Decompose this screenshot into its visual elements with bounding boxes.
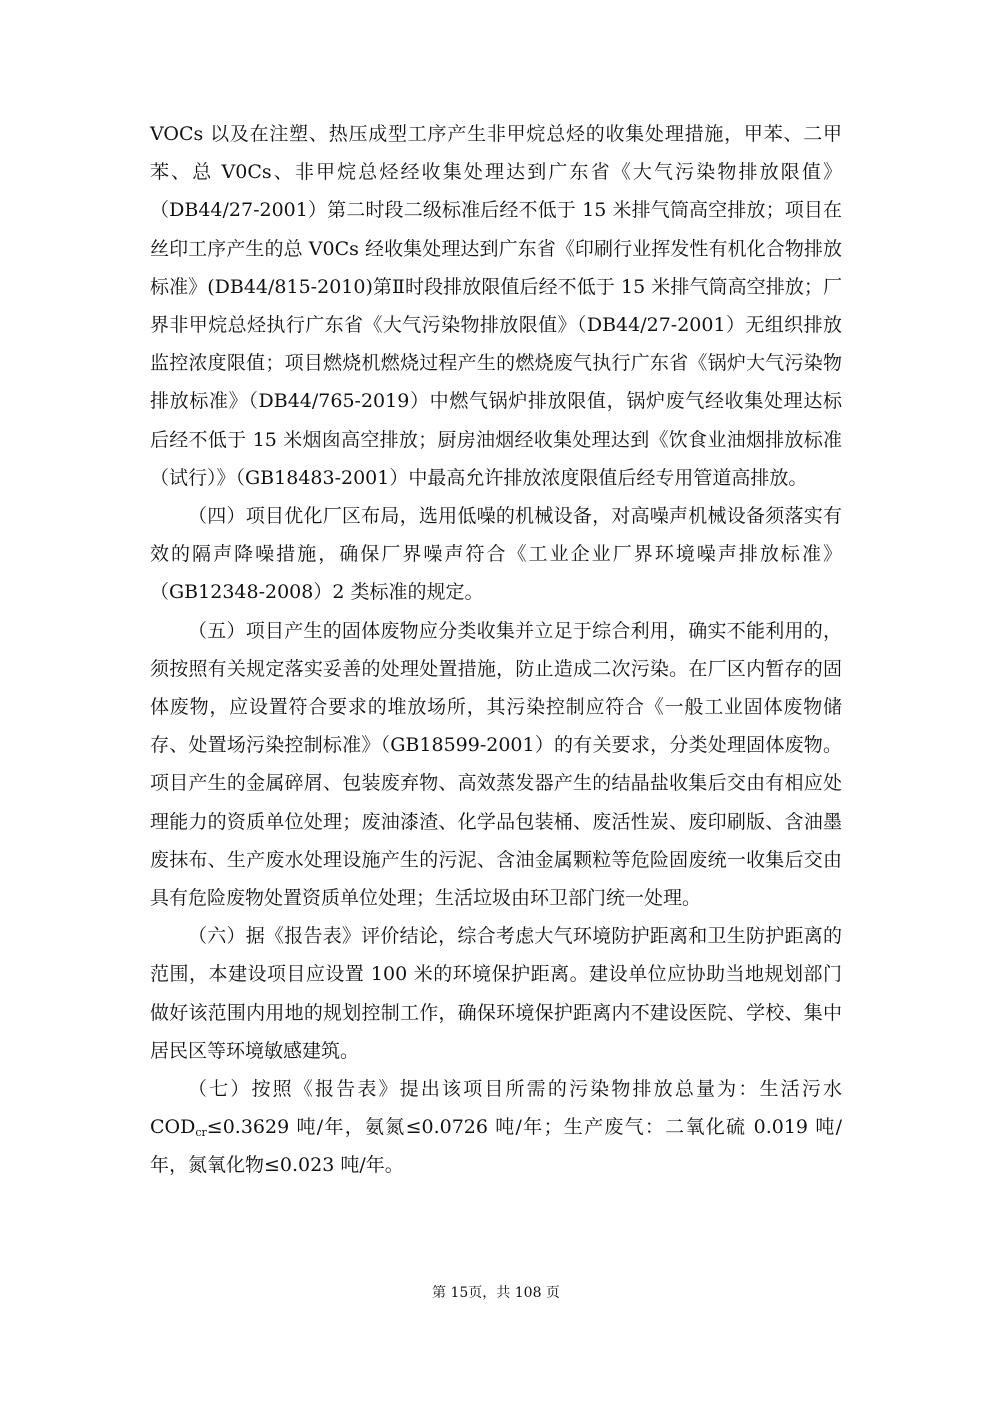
paragraph-text: （五）项目产生的固体废物应分类收集并立足于综合利用，确实不能利用的，须按照有关规定落实妥善的处理处置措施，防止造成二次污染。在厂区内暂存的固体废物，应设置符合要求的堆放场所，其污染控制应符合《一般工业固体废物储存、处置场污染控制标准》（GB18599-2001）的有关要求，分类处理固体废物。项目产生的金属碎屑、包装废弃物、高效蒸发器产生的结晶盐收集后交由有相应处理能力的资质单位处理；废油漆渣、化学品包装桶、废活性炭、废印刷版、含油墨废抹布、生产废水处理设施产生的污泥、含油金属颗粒等危险固废统一收集后交由具有危险废物处置资质单位处理；生活垃圾由环卫部门统一处理。 xyxy=(150,619,842,910)
paragraph-text: （六）据《报告表》评价结论，综合考虑大气环境防护距离和卫生防护距离的范围，本建设项目应设置 100 米的环境保护距离。建设单位应协助当地规划部门做好该范围内用地的规划控制工作，确保环境保护距离内不建设医院、学校、集中居民区等环境敏感建筑。 xyxy=(150,925,842,1062)
page-footer xyxy=(0,1283,992,1303)
page-number-label: 第 15页，共 108 页 xyxy=(432,1285,560,1301)
paragraph-text: VOCs 以及在注塑、热压成型工序产生非甲烷总烃的收集处理措施，甲苯、二甲苯、总 V0Cs、非甲烷总烃经收集处理达到广东省《大气污染物排放限值》（DB44/27-2001）第二时段二级标准后经不低于 15 米排气筒高空排放；项目在丝印工序产生的总 V0Cs 经收集处理达到广东省《印刷行业挥发性有机化合物排放标准》(DB44/815-2010)第Ⅱ时段排放限值后经不低于 15 米排气筒高空排放；厂界非甲烷总烃执行广东省《大气污染物排放限值》（DB44/27-2001）无组织排放监控浓度限值；项目燃烧机燃烧过程产生的燃烧废气执行广东省《锅炉大气污染物排放标准》（DB44/765-2019）中燃气锅炉排放限值，锅炉废气经收集处理达标后经不低于 15 米烟囱高空排放；厨房油烟经收集处理达到《饮食业油烟排放标准（试行）》（GB18483-2001）中最高允许排放浓度限值后经专用管道高排放。 xyxy=(150,123,842,489)
paragraph-noise xyxy=(150,497,842,612)
paragraph-protection-distance xyxy=(150,917,842,1070)
paragraph-rest-text: ≤0.3629 吨/年，氨氮≤0.0726 吨/年；生产废气：二氧化硫 0.019 吨/年，氮氧化物≤0.023 吨/年。 xyxy=(150,1116,842,1177)
paragraph-lead-text: （七）按照《报告表》提出该项目所需的污染物排放总量为：生活污水 COD xyxy=(150,1078,842,1139)
paragraph-total-emissions xyxy=(150,1070,842,1185)
paragraph-solid-waste xyxy=(150,612,842,918)
paragraph-text: （四）项目优化厂区布局，选用低噪的机械设备，对高噪声机械设备须落实有效的隔声降噪措施，确保厂界噪声符合《工业企业厂界环境噪声排放标准》（GB12348-2008）2 类标准的规定。 xyxy=(150,505,842,604)
paragraph-air-emissions xyxy=(150,115,842,497)
document-body xyxy=(150,115,842,1185)
cod-subscript: cr xyxy=(195,1126,207,1140)
